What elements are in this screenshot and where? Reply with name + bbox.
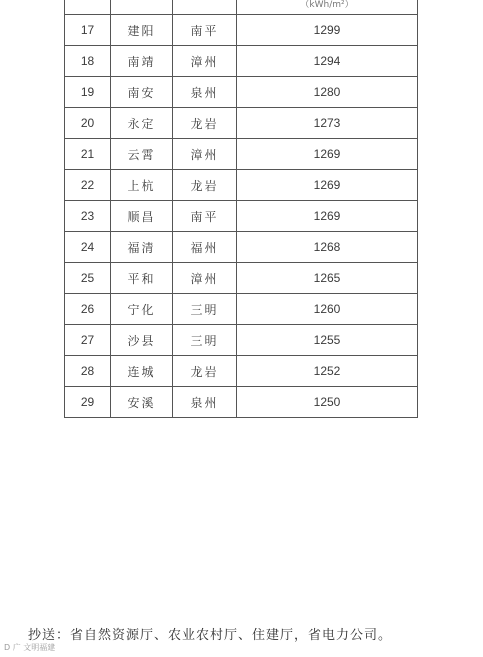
unit-cell-blank	[65, 0, 111, 15]
table-row	[65, 232, 418, 263]
table-row	[65, 15, 418, 46]
table-row	[65, 170, 418, 201]
city-name: 龙岩	[173, 108, 237, 139]
row-number: 24	[65, 232, 111, 263]
table-row	[65, 387, 418, 418]
city-name: 漳州	[173, 46, 237, 77]
irradiation-value: 1294	[237, 46, 418, 77]
county-name: 福清	[111, 232, 173, 263]
city-name: 泉州	[173, 77, 237, 108]
irradiation-value: 1255	[237, 325, 418, 356]
cc-footer: 抄送：省自然资源厅、农业农村厅、住建厅，省电力公司。	[28, 628, 393, 643]
table-row	[65, 139, 418, 170]
city-name: 三明	[173, 294, 237, 325]
city-name: 福州	[173, 232, 237, 263]
county-name: 建阳	[111, 15, 173, 46]
city-name: 龙岩	[173, 356, 237, 387]
irradiation-value: 1260	[237, 294, 418, 325]
county-name: 连城	[111, 356, 173, 387]
unit-label: （kWh/m²）	[300, 0, 354, 10]
irradiation-value: 1269	[237, 201, 418, 232]
unit-cell-blank	[111, 0, 173, 15]
table-row	[65, 201, 418, 232]
irradiation-value: 1250	[237, 387, 418, 418]
row-number: 19	[65, 77, 111, 108]
city-name: 南平	[173, 201, 237, 232]
county-name: 安溪	[111, 387, 173, 418]
data-table-container	[64, 0, 417, 418]
table-row	[65, 325, 418, 356]
city-name: 泉州	[173, 387, 237, 418]
row-number: 26	[65, 294, 111, 325]
table-row	[65, 263, 418, 294]
irradiation-value: 1268	[237, 232, 418, 263]
row-number: 27	[65, 325, 111, 356]
row-number: 21	[65, 139, 111, 170]
county-name: 南安	[111, 77, 173, 108]
row-number: 29	[65, 387, 111, 418]
table-row	[65, 77, 418, 108]
irradiation-value: 1252	[237, 356, 418, 387]
row-number: 20	[65, 108, 111, 139]
irradiation-value: 1273	[237, 108, 418, 139]
row-number: 23	[65, 201, 111, 232]
irradiation-value: 1269	[237, 139, 418, 170]
city-name: 三明	[173, 325, 237, 356]
city-name: 南平	[173, 15, 237, 46]
table-row	[65, 46, 418, 77]
irradiation-table	[64, 0, 418, 418]
table-row	[65, 294, 418, 325]
city-name: 漳州	[173, 139, 237, 170]
unit-cell-blank	[173, 0, 237, 15]
row-number: 17	[65, 15, 111, 46]
county-name: 云霄	[111, 139, 173, 170]
row-number: 18	[65, 46, 111, 77]
irradiation-value: 1269	[237, 170, 418, 201]
row-number: 25	[65, 263, 111, 294]
row-number: 22	[65, 170, 111, 201]
county-name: 沙县	[111, 325, 173, 356]
county-name: 宁化	[111, 294, 173, 325]
county-name: 平和	[111, 263, 173, 294]
row-number: 28	[65, 356, 111, 387]
irradiation-value: 1299	[237, 15, 418, 46]
county-name: 顺昌	[111, 201, 173, 232]
city-name: 漳州	[173, 263, 237, 294]
city-name: 龙岩	[173, 170, 237, 201]
county-name: 南靖	[111, 46, 173, 77]
table-row	[65, 108, 418, 139]
county-name: 上杭	[111, 170, 173, 201]
county-name: 永定	[111, 108, 173, 139]
irradiation-value: 1265	[237, 263, 418, 294]
watermark-logo: D 广 文明福建	[4, 643, 56, 652]
unit-row	[65, 0, 418, 15]
table-row	[65, 356, 418, 387]
unit-cell	[237, 0, 418, 15]
irradiation-value: 1280	[237, 77, 418, 108]
